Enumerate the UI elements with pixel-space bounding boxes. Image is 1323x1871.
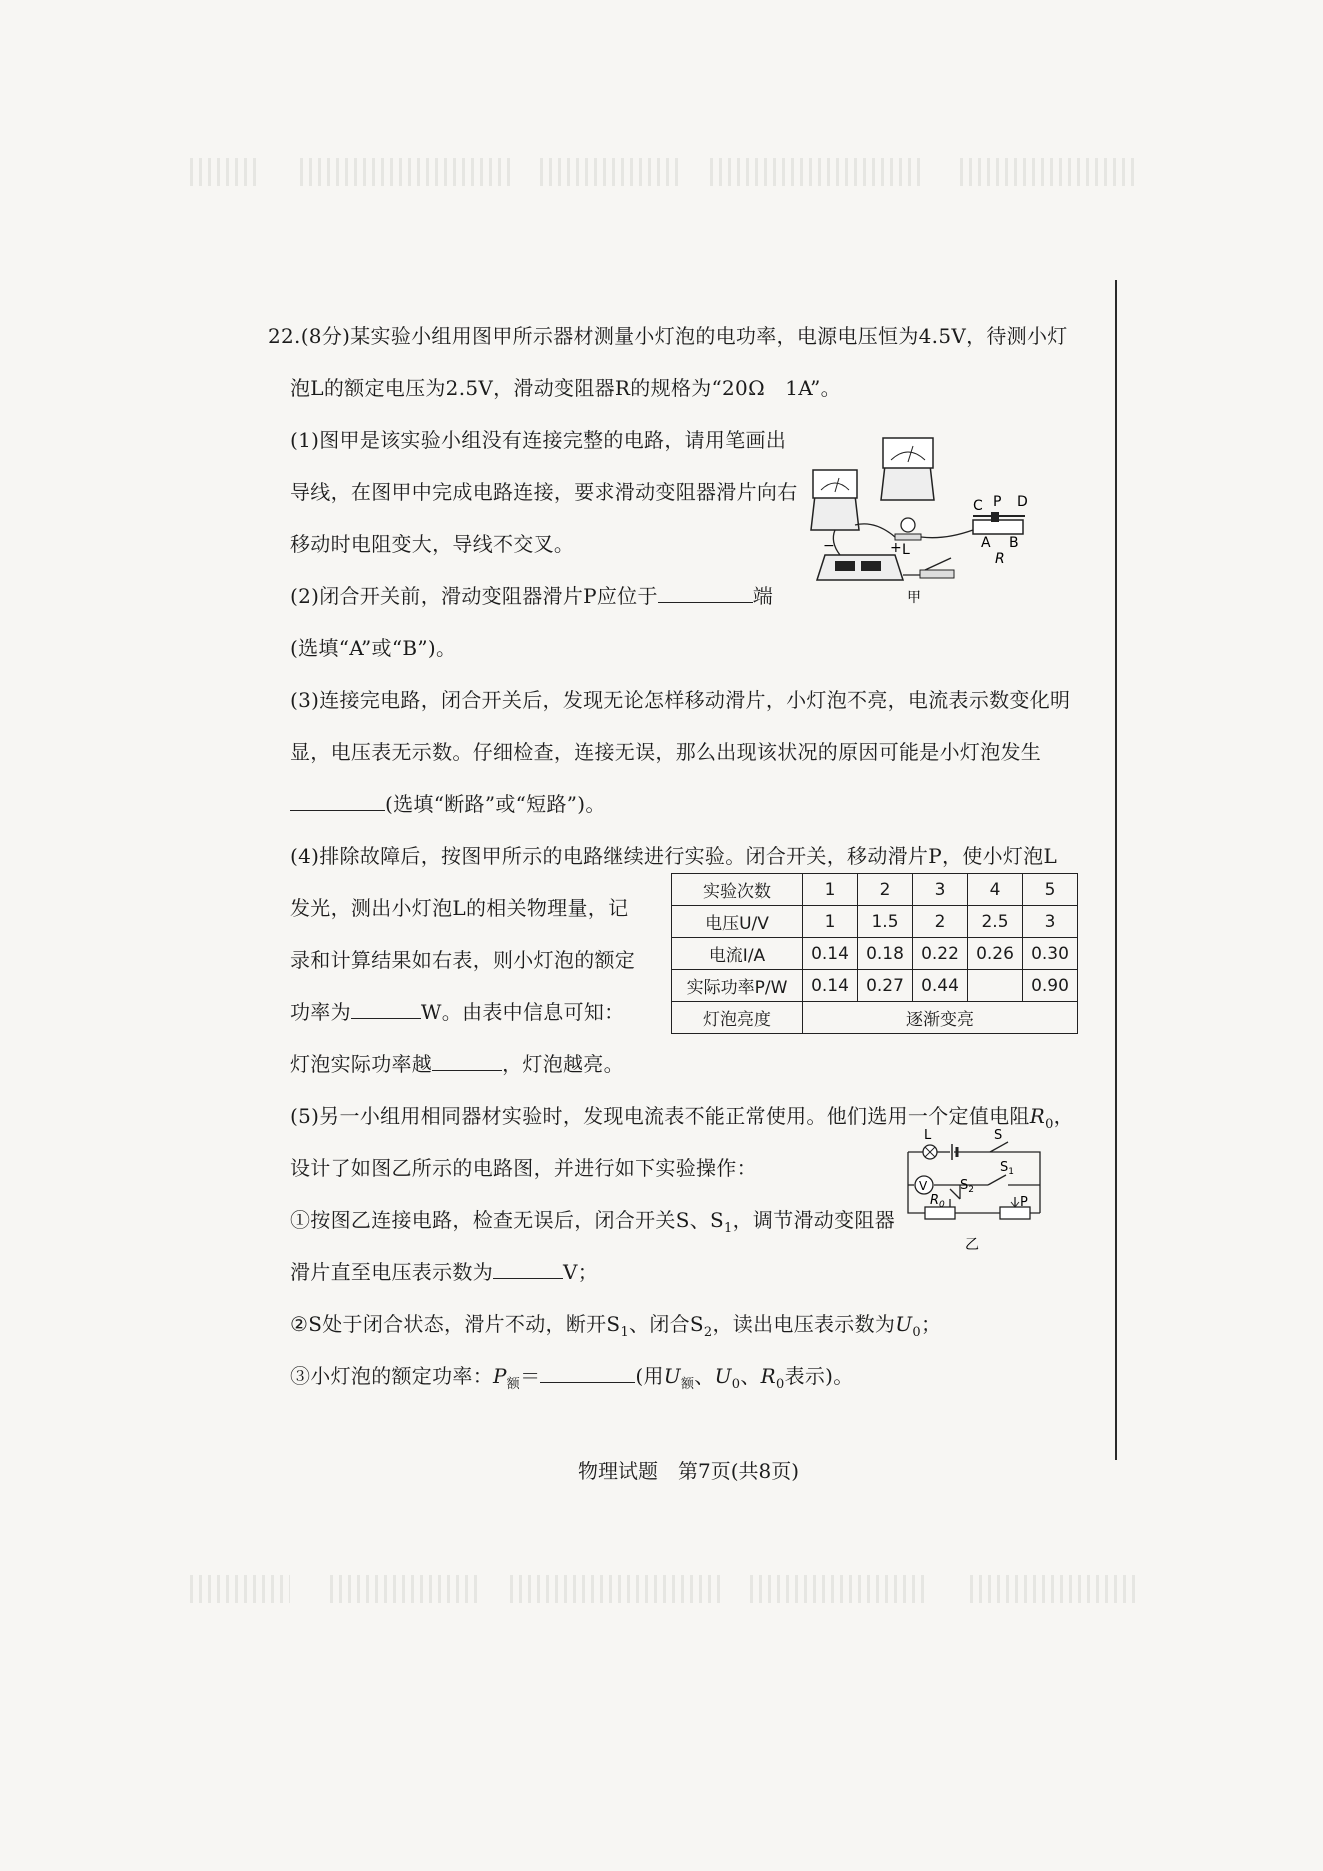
- table-cell: 3: [1023, 906, 1078, 938]
- part4-line5-head: 灯泡实际功率越: [290, 1052, 433, 1076]
- part4-line4: [290, 996, 624, 1025]
- step2-tail: ；: [920, 1312, 942, 1336]
- part2-line2: (选填“A”或“B”)。: [290, 636, 457, 660]
- voltmeter-symbol-icon: [915, 1176, 933, 1194]
- answer-blank-voltage[interactable]: [493, 1258, 563, 1279]
- answer-blank-formula[interactable]: [540, 1362, 635, 1383]
- switch-icon: [920, 558, 954, 578]
- table-cell: 2: [913, 906, 968, 938]
- part1-line2: 导线，在图甲中完成电路连接，要求滑动变阻器滑片向右: [290, 480, 798, 504]
- page-footer: 物理试题 第7页(共8页): [578, 1459, 800, 1483]
- table-row-header: 电压U/V: [672, 906, 803, 938]
- step1-line1: [290, 1204, 895, 1236]
- table-cell: 3: [913, 874, 968, 906]
- p-sub: 额: [506, 1377, 521, 1392]
- step2-head: ②S处于闭合状态，滑片不动，断开S: [290, 1312, 621, 1336]
- answer-blank-power[interactable]: [351, 998, 421, 1019]
- step3-open: (用: [635, 1364, 664, 1388]
- part4-line4-head: 功率为: [290, 1000, 351, 1024]
- part5-line2: 设计了如图乙所示的电路图，并进行如下实验操作：: [290, 1156, 757, 1180]
- step2-sub2: 2: [703, 1325, 713, 1340]
- p-symbol: P: [493, 1364, 507, 1388]
- label-r: R: [995, 551, 1005, 567]
- table-cell: 0.30: [1023, 938, 1078, 970]
- bulb-icon: [895, 518, 921, 540]
- step3-close: 表示)。: [784, 1364, 854, 1388]
- table-row-header: 实际功率P/W: [672, 970, 803, 1002]
- table-row-header: 实验次数: [672, 874, 803, 906]
- figure-yi: [890, 1125, 1060, 1255]
- table-cell-brightness: 逐渐变亮: [803, 1002, 1078, 1034]
- table-cell: 0.14: [803, 938, 858, 970]
- part4-line2: 发光，测出小灯泡L的相关物理量，记: [290, 896, 629, 920]
- question-intro-line2: 泡L的额定电压为2.5V，滑动变阻器R的规格为“20Ω 1A”。: [290, 376, 841, 400]
- voltmeter-icon: [881, 438, 934, 500]
- step2-sub1: 1: [620, 1325, 630, 1340]
- answer-blank-p2[interactable]: [658, 582, 753, 603]
- equals-sign: ＝: [520, 1364, 541, 1388]
- label-a: A: [981, 535, 991, 551]
- label-minus: −: [823, 538, 835, 554]
- label-plus: +: [890, 540, 902, 556]
- table-cell: 0.14: [803, 970, 858, 1002]
- battery-icon: [817, 555, 903, 580]
- part5-line1-head: (5)另一小组用相同器材实验时，发现电流表不能正常使用。他们选用一个定值电阻: [290, 1104, 1030, 1128]
- table-cell: 2.5: [968, 906, 1023, 938]
- part2-text: (2)闭合开关前，滑动变阻器滑片P应位于: [290, 584, 658, 608]
- label-l: L: [924, 1128, 932, 1143]
- part4-line5-tail: ，灯泡越亮。: [502, 1052, 624, 1076]
- part3-line3: [290, 788, 606, 817]
- scan-noise-top: [190, 158, 1150, 188]
- table-cell: 4: [968, 874, 1023, 906]
- step3-line: [290, 1360, 854, 1392]
- r0-symbol-2: R: [760, 1364, 776, 1388]
- step1-tail: ，调节滑动变阻器: [732, 1208, 895, 1232]
- label-c: C: [973, 498, 983, 514]
- label-p: P: [993, 494, 1002, 510]
- part2-line1: [290, 580, 773, 609]
- table-row: [672, 874, 1078, 906]
- figure-jia: [795, 430, 1035, 605]
- rheostat-icon: [973, 512, 1025, 534]
- ammeter-icon: [811, 470, 859, 530]
- switch-s1-icon: [988, 1175, 1006, 1185]
- u-rated-sub: 额: [680, 1377, 695, 1392]
- answer-blank-p3[interactable]: [290, 790, 385, 811]
- caption-yi: 乙: [965, 1237, 979, 1253]
- label-s: S: [994, 1128, 1003, 1143]
- sep2: 、: [740, 1364, 761, 1388]
- label-l: L: [902, 542, 910, 558]
- label-d: D: [1017, 494, 1028, 510]
- table-row-header: 电流I/A: [672, 938, 803, 970]
- step1-line2: [290, 1256, 598, 1285]
- step1-sub: 1: [724, 1221, 733, 1236]
- u0-sub: 0: [912, 1325, 921, 1340]
- r0-sub: 0: [1045, 1117, 1054, 1132]
- label-r0: $R_0$: [930, 1193, 945, 1210]
- label-v: V: [919, 1179, 928, 1193]
- question-intro-line1: 22.(8分)某实验小组用图甲所示器材测量小灯泡的电功率，电源电压恒为4.5V，待测小灯: [268, 324, 1068, 348]
- answer-blank-brightness[interactable]: [432, 1050, 502, 1071]
- r0-symbol: R: [1029, 1104, 1046, 1128]
- right-margin-rule: [1115, 280, 1117, 1460]
- table-cell: 0.27: [858, 970, 913, 1002]
- u0-symbol-2: U: [714, 1364, 732, 1388]
- label-s2: $S_2$: [960, 1178, 974, 1195]
- step2-line: [290, 1308, 941, 1340]
- part4-line4-tail: W。由表中信息可知：: [420, 1000, 625, 1024]
- table-row: [672, 906, 1078, 938]
- sep1: 、: [694, 1364, 715, 1388]
- label-b: B: [1009, 535, 1019, 551]
- table-cell: 1.5: [858, 906, 913, 938]
- step1-line2-tail: V；: [563, 1260, 599, 1284]
- table-cell: 2: [858, 874, 913, 906]
- u-rated-symbol: U: [663, 1364, 681, 1388]
- table-row: [672, 970, 1078, 1002]
- table-cell: 0.18: [858, 938, 913, 970]
- part1-line3: 移动时电阻变大，导线不交叉。: [290, 532, 575, 556]
- u0-symbol: U: [895, 1312, 913, 1336]
- part1-line1: (1)图甲是该实验小组没有连接完整的电路，请用笔画出: [290, 428, 787, 452]
- step1-line2-head: 滑片直至电压表示数为: [290, 1260, 493, 1284]
- data-table: [671, 873, 1078, 1034]
- part3-line1: (3)连接完电路，闭合开关后，发现无论怎样移动滑片，小灯泡不亮，电流表示数变化明: [290, 688, 1071, 712]
- table-cell: 0.22: [913, 938, 968, 970]
- step2-mid: 、闭合S: [629, 1312, 704, 1336]
- part2-tail: 端: [752, 584, 774, 608]
- table-row-header: 灯泡亮度: [672, 1002, 803, 1034]
- step2-mid2: ，读出电压表示数为: [712, 1312, 896, 1336]
- table-cell: [968, 970, 1023, 1002]
- switch-s2-icon: [950, 1189, 960, 1199]
- label-p: P: [1020, 1195, 1028, 1210]
- table-cell: 1: [803, 906, 858, 938]
- part4-line3: 录和计算结果如右表，则小灯泡的额定: [290, 948, 636, 972]
- switch-s-icon: [990, 1142, 1008, 1152]
- table-cell: 0.90: [1023, 970, 1078, 1002]
- caption-jia: 甲: [907, 590, 921, 605]
- part3-tail: (选填“断路”或“短路”)。: [385, 792, 606, 816]
- label-s1: $S_1$: [1000, 1160, 1014, 1177]
- table-row: [672, 1002, 1078, 1034]
- step3-head: ③小灯泡的额定功率：: [290, 1364, 493, 1388]
- scan-noise-bottom: [190, 1575, 1150, 1605]
- table-row: [672, 938, 1078, 970]
- lamp-icon: [923, 1145, 937, 1159]
- part4-line5: [290, 1048, 624, 1077]
- table-cell: 1: [803, 874, 858, 906]
- part4-line1: (4)排除故障后，按图甲所示的电路继续进行实验。闭合开关，移动滑片P，使小灯泡L: [290, 844, 1058, 868]
- part3-line2: 显，电压表无示数。仔细检查，连接无误，那么出现该状况的原因可能是小灯泡发生: [290, 740, 1042, 764]
- table-cell: 5: [1023, 874, 1078, 906]
- u0-sub-2: 0: [731, 1377, 741, 1392]
- r0-sub-2: 0: [775, 1377, 785, 1392]
- table-cell: 0.44: [913, 970, 968, 1002]
- step1-head: ①按图乙连接电路，检查无误后，闭合开关S、S: [290, 1208, 725, 1232]
- part5-line1-tail: ，: [1053, 1104, 1074, 1128]
- table-cell: 0.26: [968, 938, 1023, 970]
